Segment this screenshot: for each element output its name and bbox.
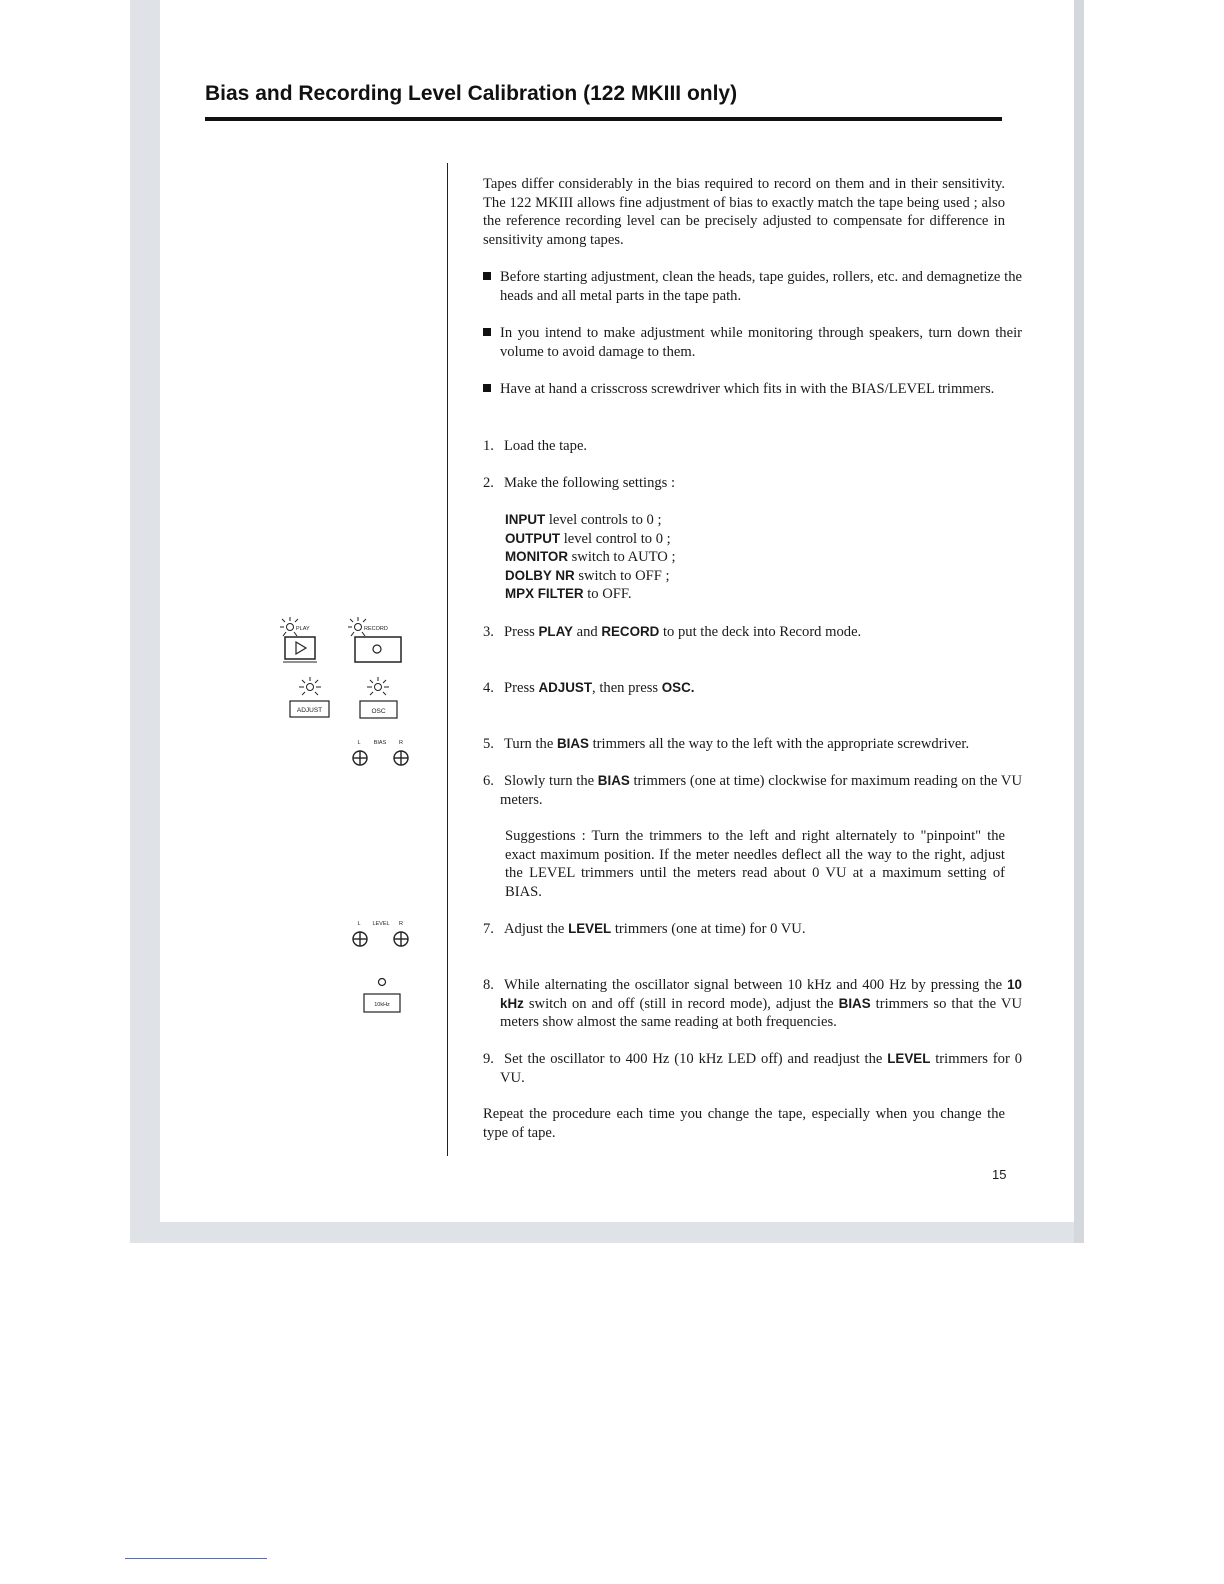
page-edge-shadow [1074, 0, 1084, 1243]
bullet-square-icon [483, 384, 491, 392]
footer-link-underline [125, 1558, 267, 1559]
bullet-square-icon [483, 272, 491, 280]
step-5: 5. Turn the BIAS trimmers all the way to the left with the appropriate screwdriver. [483, 736, 970, 752]
bullet-item: Have at hand a crisscross screwdriver which fits in with the BIAS/LEVEL trimmers. [483, 380, 1022, 399]
level-l-label: L [357, 921, 361, 927]
step-6: 6. Slowly turn the BIAS trimmers (one at time) clockwise for maximum reading on the VU meters. [483, 773, 1022, 808]
osc-label: OSC [371, 708, 386, 715]
step-8: 8. While alternating the oscillator signal between 10 kHz and 400 Hz by pressing the 10 kHz switch on and off (still in record mode), adjust the BIAS trimmers so that the VU meters show almost the same reading at both frequencies. [483, 977, 1022, 1031]
setting-mpx: MPX FILTER to OFF. [505, 586, 632, 603]
suggestion-paragraph: Suggestions : Turn the trimmers to the left and right alternately to "pinpoint" the exact maximum position. If the meter needles deflect all the way to the right, adjust the LEVEL trimmers until the meters read about 0 VU at a maximum setting of BIAS. [505, 828, 1005, 900]
setting-output: OUTPUT level control to 0 ; [505, 530, 671, 547]
level-r-label: R [399, 921, 403, 927]
bias-trimmer-left-icon [353, 751, 367, 765]
controls-diagram [270, 605, 420, 1025]
bullet-item: Before starting adjustment, clean the heads, tape guides, rollers, etc. and demagnetize the heads and all metal parts in the tape path. [483, 268, 1022, 305]
bias-label: BIAS [373, 740, 387, 746]
setting-input: INPUT level controls to 0 ; [505, 512, 662, 528]
step-9: 9. Set the oscillator to 400 Hz (10 kHz LED off) and readjust the LEVEL trimmers for 0 VU. [483, 1051, 1022, 1086]
column-divider [447, 163, 448, 1156]
play-label: PLAY [296, 626, 310, 632]
play-button [283, 637, 317, 662]
osc-led-icon [367, 677, 389, 695]
bullet-square-icon [483, 328, 491, 336]
tenk-led-icon [379, 979, 386, 986]
play-triangle-icon [296, 642, 306, 654]
level-trimmer-right-icon [394, 932, 408, 946]
bias-r-label: R [399, 740, 403, 746]
record-label: RECORD [364, 626, 388, 632]
level-label: LEVEL [372, 921, 390, 927]
adjust-label: ADJUST [296, 707, 323, 714]
setting-dolby: DOLBY NR switch to OFF ; [505, 567, 670, 584]
bullet-item: In you intend to make adjustment while monitoring through speakers, turn down their volume to avoid damage to them. [483, 324, 1022, 361]
record-circle-icon [373, 645, 381, 653]
closing-paragraph: Repeat the procedure each time you change the tape, especially when you change the type of tape. [483, 1106, 1005, 1141]
tenk-label: 10kHz [374, 1002, 390, 1008]
step-1: 1. Load the tape. [483, 438, 588, 454]
page-title: Bias and Recording Level Calibration (122 MKIII only) [205, 82, 738, 105]
intro-paragraph: Tapes differ considerably in the bias required to record on them and in their sensitivity. The 122 MKIII allows fine adjustment of bias to exactly match the tape being used ; also the reference recording level can be precisely adjusted to compensate for difference in sensitivity among tapes. [483, 176, 1005, 248]
bias-trimmer-right-icon [394, 751, 408, 765]
setting-monitor: MONITOR switch to AUTO ; [505, 549, 676, 566]
adjust-led-icon [299, 677, 321, 695]
step-7: 7. Adjust the LEVEL trimmers (one at time) for 0 VU. [483, 921, 806, 937]
record-button [355, 637, 401, 662]
bias-l-label: L [357, 740, 361, 746]
step-3: 3. Press PLAY and RECORD to put the deck into Record mode. [483, 624, 862, 640]
settings-list [505, 511, 1005, 604]
step-4: 4. Press ADJUST, then press OSC. [483, 680, 695, 696]
step-2: 2. Make the following settings : [483, 475, 676, 491]
level-trimmer-left-icon [353, 932, 367, 946]
page-number: 15 [992, 1167, 1007, 1182]
title-rule [205, 117, 1002, 121]
